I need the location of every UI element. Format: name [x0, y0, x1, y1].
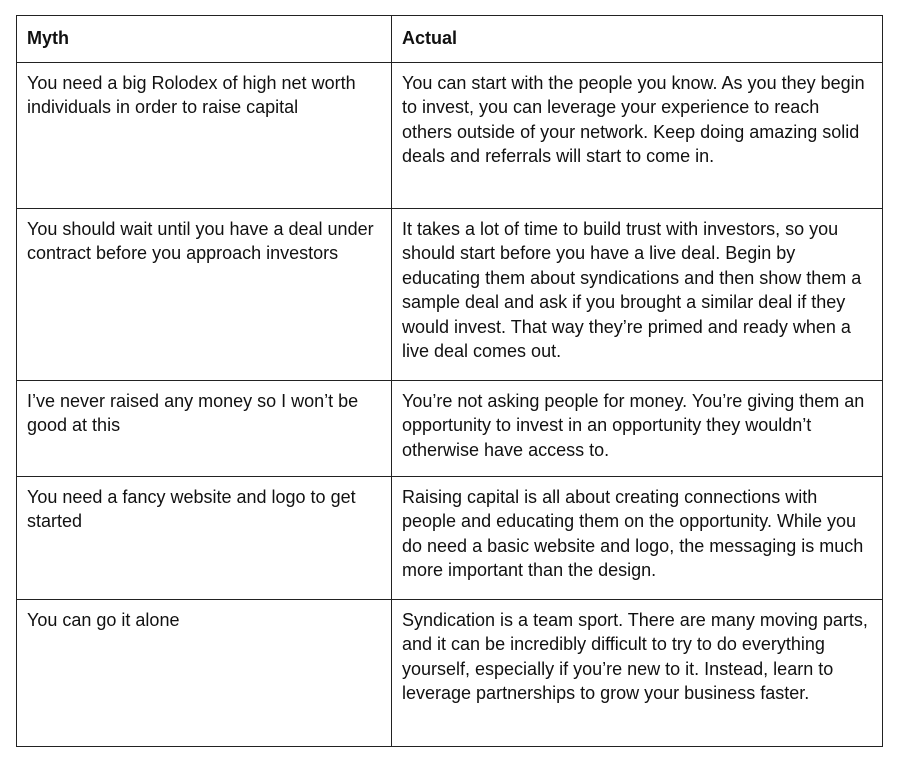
header-row	[17, 16, 883, 63]
table-body	[17, 63, 883, 747]
header-myth: Myth	[17, 16, 392, 63]
myth-vs-actual-table	[16, 15, 883, 747]
myth-cell: I’ve never raised any money so I won’t be good at this	[17, 381, 392, 477]
table-row	[17, 381, 883, 477]
header-actual: Actual	[392, 16, 883, 63]
actual-cell: You can start with the people you know. As you they begin to invest, you can leverage your experience to reach others outside of your network. Keep doing amazing solid deals and referrals will start to come in.	[392, 63, 883, 209]
actual-cell: Raising capital is all about creating connections with people and educating them on the opportunity. While you do need a basic website and logo, the messaging is much more important than the design.	[392, 477, 883, 600]
table-row	[17, 477, 883, 600]
actual-cell: You’re not asking people for money. You’re giving them an opportunity to invest in an opportunity they wouldn’t otherwise have access to.	[392, 381, 883, 477]
table-row	[17, 63, 883, 209]
actual-cell: It takes a lot of time to build trust with investors, so you should start before you have a live deal. Begin by educating them about syndications and then show them a sample deal and ask if you brought a similar deal if they would invest. That way they’re primed and ready when a live deal comes out.	[392, 209, 883, 381]
myth-cell: You need a big Rolodex of high net worth individuals in order to raise capital	[17, 63, 392, 209]
table-header	[17, 16, 883, 63]
myth-cell: You can go it alone	[17, 600, 392, 747]
table-row	[17, 600, 883, 747]
actual-cell: Syndication is a team sport. There are many moving parts, and it can be incredibly difficult to try to do everything yourself, especially if you’re new to it. Instead, learn to leverage partnerships to grow your business faster.	[392, 600, 883, 747]
myth-cell: You should wait until you have a deal under contract before you approach investors	[17, 209, 392, 381]
table-row	[17, 209, 883, 381]
myth-cell: You need a fancy website and logo to get started	[17, 477, 392, 600]
